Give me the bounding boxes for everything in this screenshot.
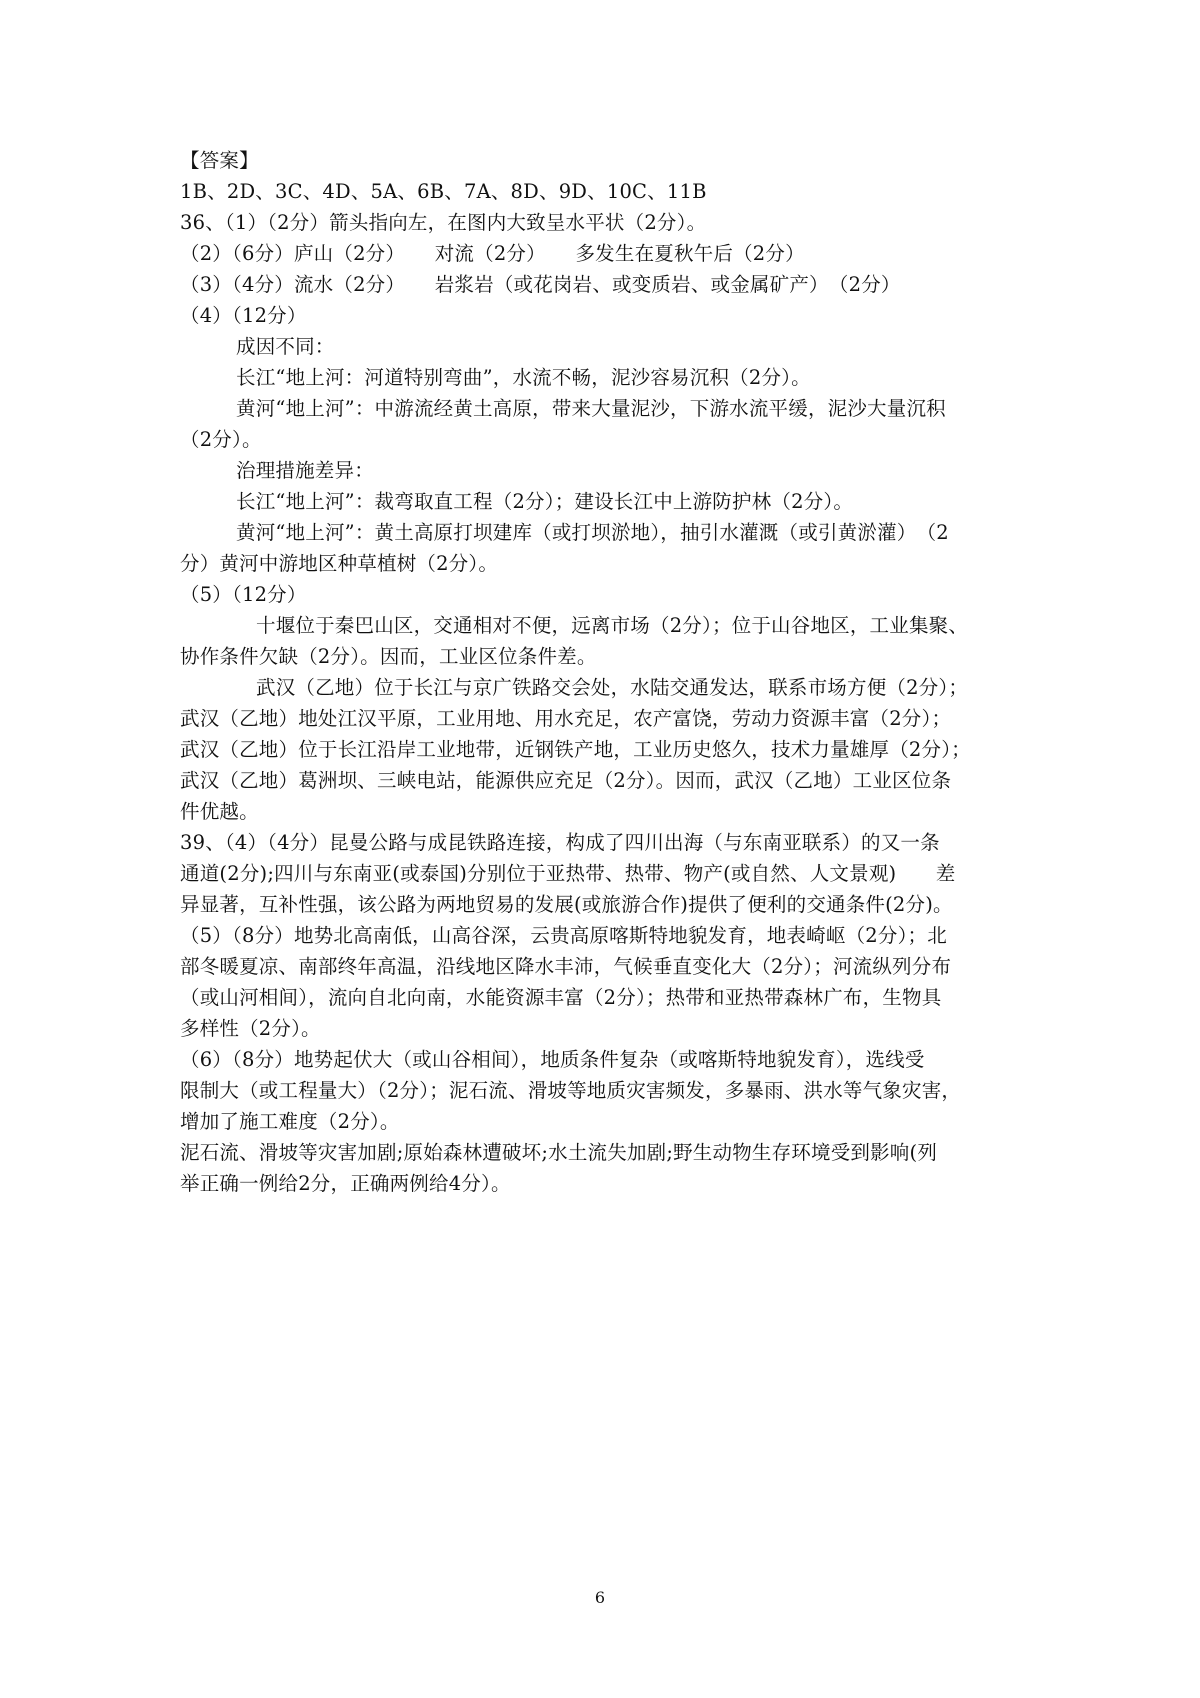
yellow-river-cause-cont: （2分）。 (180, 428, 262, 451)
measure-difference-heading: 治理措施差异： (236, 459, 374, 482)
answer-heading: 【答案】 (180, 149, 259, 172)
q39-part-5: （5）（8分）地势北高南低，山高谷深，云贵高原喀斯特地貌发育，地表崎岖（2分）；北 (180, 924, 947, 947)
q39-part-4: 39、（4）（4分）昆曼公路与成昆铁路连接，构成了四川出海（与东南亚联系）的又一条 (180, 831, 940, 854)
q36-part-5-heading: （5）（12分） (180, 583, 307, 606)
q39-part-4-line-3: 异显著，互补性强，该公路为两地贸易的发展(或旅游合作)提供了便利的交通条件(2分)。 (180, 893, 953, 916)
q36-part-1: 36、（1）（2分）箭头指向左，在图内大致呈水平状（2分）。 (180, 211, 707, 234)
q36-part-3: （3）（4分）流水（2分） 岩浆岩（或花岗岩、或变质岩、或金属矿产） （2分） (180, 273, 901, 296)
multiple-choice-answers: 1B、2D、3C、4D、5A、6B、7A、8D、9D、10C、11B (180, 180, 707, 203)
yellow-river-measures-cont: 分）黄河中游地区种草植树（2分）。 (180, 552, 499, 575)
q39-part-6: （6）（8分）地势起伏大（或山谷相间），地质条件复杂（或喀斯特地貌发育），选线受 (180, 1048, 925, 1071)
q39-part-5-line-2: 部冬暖夏凉、南部终年高温，沿线地区降水丰沛，气候垂直变化大（2分）；河流纵列分布 (180, 955, 952, 978)
yellow-river-measures: 黄河“地上河”：黄土高原打坝建库（或打坝淤地），抽引水灌溉（或引黄淤灌） （2 (236, 521, 949, 544)
shiyan-paragraph-1: 十堰位于秦巴山区，交通相对不便，远离市场（2分）；位于山谷地区，工业集聚、 (256, 614, 969, 637)
q39-part-6-line-5: 举正确一例给2分，正确两例给4分）。 (180, 1172, 511, 1195)
shiyan-paragraph-2: 协作条件欠缺（2分）。因而，工业区位条件差。 (180, 645, 597, 668)
page-number: 6 (594, 1588, 606, 1607)
q39-part-4-line-2: 通道(2分);四川与东南亚(或泰国)分别位于亚热带、热带、物产(或自然、人文景观) 差 (180, 862, 956, 885)
cause-difference-heading: 成因不同： (236, 335, 335, 358)
q39-part-6-line-4: 泥石流、滑坡等灾害加剧;原始森林遭破坏;水土流失加剧;野生动物生存环境受到影响(列 (180, 1141, 938, 1164)
wuhan-paragraph-5: 件优越。 (180, 800, 259, 823)
yellow-river-cause: 黄河“地上河”：中游流经黄土高原，带来大量泥沙，下游水流平缓，泥沙大量沉积 (236, 397, 946, 420)
q36-part-2: （2）（6分）庐山（2分） 对流（2分） 多发生在夏秋午后（2分） (180, 242, 805, 265)
wuhan-paragraph-2: 武汉（乙地）地处江汉平原，工业用地、用水充足，农产富饶，劳动力资源丰富（2分）； (180, 707, 952, 730)
yangtze-cause: 长江“地上河：河道特别弯曲”，水流不畅，泥沙容易沉积（2分）。 (236, 366, 811, 389)
q39-part-6-line-2: 限制大（或工程量大）（2分）；泥石流、滑坡等地质灾害频发，多暴雨、洪水等气象灾害， (180, 1079, 962, 1102)
q39-part-5-line-3: （或山河相间），流向自北向南，水能资源丰富（2分）；热带和亚热带森林广布，生物具 (180, 986, 942, 1009)
q39-part-5-line-4: 多样性（2分）。 (180, 1017, 321, 1040)
q36-part-4-heading: （4）（12分） (180, 304, 307, 327)
wuhan-paragraph-1: 武汉（乙地）位于长江与京广铁路交会处，水陆交通发达，联系市场方便（2分）； (256, 676, 969, 699)
wuhan-paragraph-4: 武汉（乙地）葛洲坝、三峡电站，能源供应充足（2分）。因而，武汉（乙地）工业区位条 (180, 769, 952, 792)
yangtze-measures: 长江“地上河”：裁弯取直工程（2分）；建设长江中上游防护林（2分）。 (236, 490, 854, 513)
q39-part-6-line-3: 增加了施工难度（2分）。 (180, 1110, 400, 1133)
wuhan-paragraph-3: 武汉（乙地）位于长江沿岸工业地带，近钢铁产地，工业历史悠久，技术力量雄厚（2分）； (180, 738, 971, 761)
